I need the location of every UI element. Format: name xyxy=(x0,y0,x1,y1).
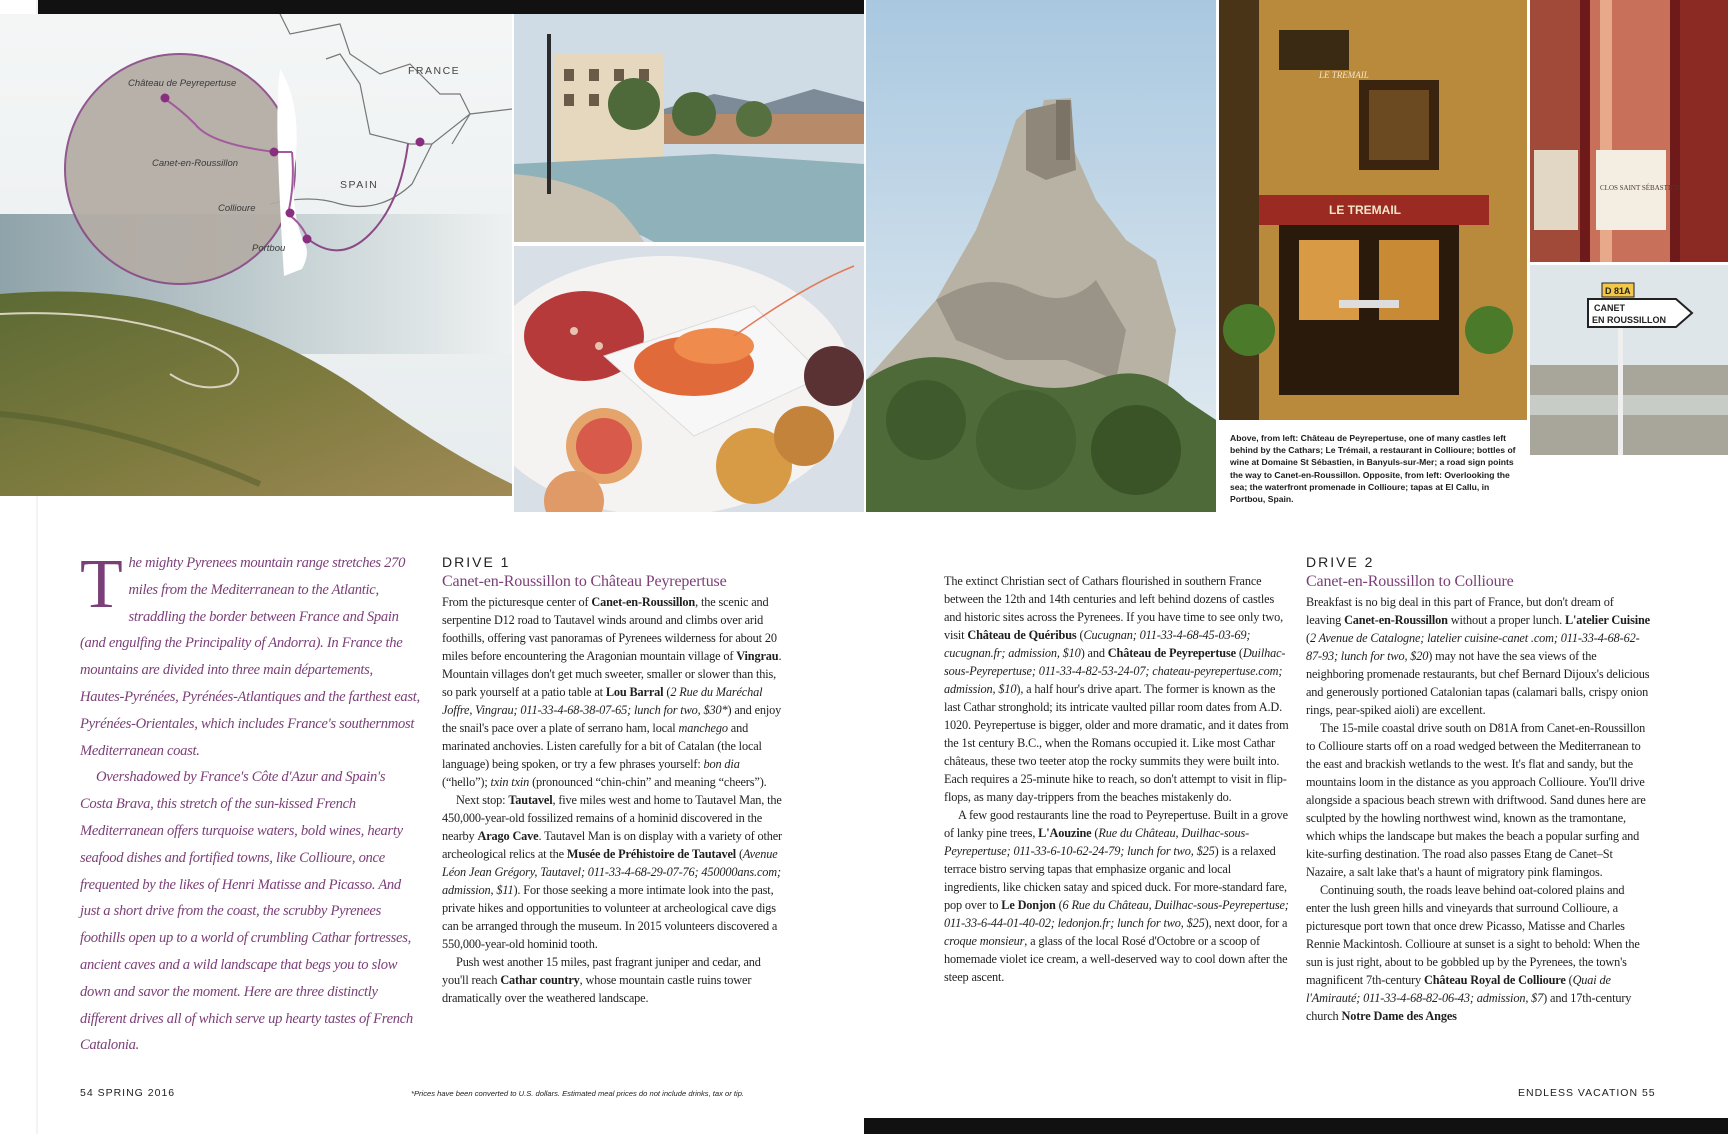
le-tremail-photo xyxy=(1219,0,1527,420)
map-label-canet: Canet-en-Roussillon xyxy=(152,158,239,169)
left-folio: 54 SPRING 2016 xyxy=(80,1087,176,1099)
route-map xyxy=(40,14,512,314)
restaurant-sign-top: LE TREMAIL xyxy=(1319,70,1369,80)
intro-text xyxy=(80,546,420,1059)
right-folio: ENDLESS VACATION 55 xyxy=(1518,1087,1656,1099)
drive1-paragraph-1: From the picturesque center of Canet-en-Roussillon, the scenic and serpentine D12 road to Tautavel winds around and climbs over arid foothills, offering vast panoramas of Pyrenees wilderness for about 20 miles before encountering the Aragonian mountain village of Vingrau. Mountain villages don't get much sweeter, smaller or slower than this, so park yourself at a patio table at Lou Barral (2 Rue du Maréchal Joffre, Vingrau; 011-33-4-68-38-07-65; lunch for two, $30*) and enjoy the snail's pace over a plate of serrano ham, local manchego and marinated anchovies. Listen carefully for a bit of Catalan (the local language) being spoken, or try a few phrases yourself: bon dia (“hello”); txin txin (pronounced “chin-chin” and meaning “cheers”). xyxy=(442,595,782,789)
drop-cap: T xyxy=(80,546,123,623)
drive1-title: Canet-en-Roussillon to Château Peyrepertuse xyxy=(442,573,727,590)
drive2-title: Canet-en-Roussillon to Collioure xyxy=(1306,573,1514,590)
road-sign-code: D 81A xyxy=(1605,286,1631,296)
restaurant-sign-awning: LE TREMAIL xyxy=(1329,203,1401,217)
photo-caption: Above, from left: Château de Peyrepertuse, one of many castles left behind by the Cathars; Le Trémail, a restaurant in Collioure; bottles of wine at Domaine St Sébastien, in Banyuls-sur-Mer; a road sign points the way to Canet-en-Roussillon. Opposite, from left: Overlooking the sea; the waterfront promenade in Collioure; tapas at El Callu, in Portbou, Spain. xyxy=(1230,433,1516,505)
drive2-label: DRIVE 2 xyxy=(1306,554,1375,570)
wine-label: CLOS SAINT SÉBASTIEN xyxy=(1600,184,1680,192)
drive2-paragraph-1: Breakfast is no big deal in this part of France, but don't dream of leaving Canet-en-Roussillon without a proper lunch. L'atelier Cuisine (2 Avenue de Catalogne; latelier cuisine-canet .com; 011-33-4-68-62-87-93; lunch for two, $20) may not have the sea views of the neighboring promenade restaurants, but chef Bernard Dijoux's delicious and generously portioned Catalonian tapas (calamari balls, crispy onion rings, pear-spiked aioli) are excellent. xyxy=(1306,595,1650,717)
road-sign-line1: CANET xyxy=(1594,303,1625,313)
promenade-photo xyxy=(514,14,864,242)
tapas-photo xyxy=(514,246,864,512)
map-label-peyrepertuse: Château de Peyrepertuse xyxy=(128,78,237,89)
chateau-peyrepertuse-photo xyxy=(866,0,1216,512)
intro-paragraph-1 xyxy=(80,546,420,764)
intro-paragraph-2: Overshadowed by France's Côte d'Azur and Spain's Costa Brava, this stretch of the sun-kissed French Mediterranean offers turquoise waters, bold wines, hearty seafood dishes and fortified towns, like Collioure, once frequented by the likes of Henri Matisse and Picasso. And just a short drive from the coast, the scrubby Pyrenees foothills open up to a world of crumbling Cathar fortresses, ancient caves and a wild landscape that begs you to slow down and savor the moment. Here are three distinctly different drives all of which serve up hearty tastes of French Catalonia. xyxy=(80,769,413,1054)
map-label-collioure: Collioure xyxy=(218,203,256,214)
drive2-column xyxy=(1306,554,1651,1025)
map-label-portbou: Portbou xyxy=(252,243,286,254)
drive1-paragraph-2: Next stop: Tautavel, five miles west and home to Tautavel Man, the 450,000-year-old fossilized remains of a hominid discovered in the nearby Arago Cave. Tautavel Man is on display with a variety of other archeological relics at the Musée de Préhistoire de Tautavel (Avenue Léon Jean Grégory, Tautavel; 011-33-4-68-29-07-76; 450000ans.com; admission, $11). For those seeking a more intimate look into the past, private hikes and opportunities to volunteer at archeological cave digs can be arranged through the museum. In 2015 volunteers discovered a 550,000-year-old hominid tooth. xyxy=(442,793,782,951)
map-label-spain: SPAIN xyxy=(340,179,379,191)
map-label-france: FRANCE xyxy=(408,65,461,77)
intro-p1-text: he mighty Pyrenees mountain range stretches 270 miles from the Mediterranean to the Atlantic, straddling the border between France and Spain (and engulfing the Principality of Andorra). In France the mountains are divided into three main départements, Hautes-Pyrénées, Pyrénées-Atlantiques and the farthest east, Pyrénées-Orientales, which includes France's southernmost Mediterranean coast. xyxy=(80,555,420,759)
wine-bottles-photo xyxy=(1530,0,1728,262)
drive1-paragraph-3: Push west another 15 miles, past fragrant juniper and cedar, and you'll reach Cathar country, whose mountain castle ruins tower dramatically over the weathered landscape. xyxy=(442,955,761,1005)
drive1-label: DRIVE 1 xyxy=(442,554,511,570)
road-sign-photo xyxy=(1530,265,1728,455)
cathar-paragraph-1: The extinct Christian sect of Cathars flourished in southern France between the 12th and 14th centuries and left behind dozens of castles and historic sites across the Pyrenees. If you have time to see only two, visit Château de Quéribus (Cucugnan; 011-33-4-68-45-03-69; cucugnan.fr; admission, $10) and Château de Peyrepertuse (Duilhac-sous-Peyrepertuse; 011-33-4-82-53-24-07; chateau-peyrepertuse.com; admission, $10), a half hour's drive apart. The former is known as the last Cathar stronghold; its intricate vaulted pillar room dates from A.D. 1020. Peyrepertuse is bigger, older and more dramatic, and it dates from the 1st century B.C., when the Romans occupied it. Like most Cathar châteaus, these two teeter atop the rocky summits they were built into. Each requires a 25-minute hike to reach, so don't attempt to visit in flip-flops, as many day-trippers from the beaches mistakenly do. xyxy=(944,574,1289,804)
cathar-paragraph-2: A few good restaurants line the road to Peyrepertuse. Built in a grove of lanky pine trees, L'Aouzine (Rue du Château, Duilhac-sous-Peyrepertuse; 011-33-6-10-62-24-79; lunch for two, $25) is a relaxed terrace bistro serving tapas that emphasize organic and local ingredients, like chicken satay and spiced duck. For more-standard fare, pop over to Le Donjon (6 Rue du Château, Duilhac-sous-Peyrepertuse; 011-33-6-44-01-40-02; ledonjon.fr; lunch for two, $25), next door, for a croque monsieur, a glass of the local Rosé d'Octobre or a scoop of homemade violet ice cream, a well-deserved way to cool down after the steep ascent. xyxy=(944,808,1289,984)
drive1-column xyxy=(442,554,787,1007)
cathar-column xyxy=(944,572,1289,986)
drive2-paragraph-2: The 15-mile coastal drive south on D81A from Canet-en-Roussillon to Collioure starts off on a road wedged between the Mediterranean to the east and brackish wetlands to the west. It's flat and sandy, but the mountains loom in the distance as you approach Collioure. You'll drive alongside a spacious beach strewn with driftwood. Sand dunes here are sculpted by the howling northwest wind, known as the tramontane, which whips the landscape but makes the beach a popular surfing and kite-surfing destination. The road also passes Etang de Canet–St Nazaire, a salt lake that's a haunt of migratory pink flamingos. xyxy=(1306,721,1646,879)
bottom-black-bar xyxy=(864,1118,1728,1134)
top-black-bar xyxy=(36,0,864,14)
drive2-paragraph-3: Continuing south, the roads leave behind oat-colored plains and enter the lush green hills and vineyards that surround Collioure, a picturesque port town that once drew Picasso, Matisse and Charles Rennie Mackintosh. Collioure at sunset is a sight to behold: When the sun is just right, about to be gobbled up by the Pyrenees, the town's magnificent 7th-century Château Royal de Collioure (Quai de l'Amirauté; 011-33-4-68-82-06-43; admission, $7) and 17th-century church Notre Dame des Anges xyxy=(1306,883,1640,1023)
road-sign-line2: EN ROUSSILLON xyxy=(1592,315,1667,325)
price-footnote: *Prices have been converted to U.S. dollars. Estimated meal prices do not include drinks, tax or tip. xyxy=(411,1089,745,1098)
